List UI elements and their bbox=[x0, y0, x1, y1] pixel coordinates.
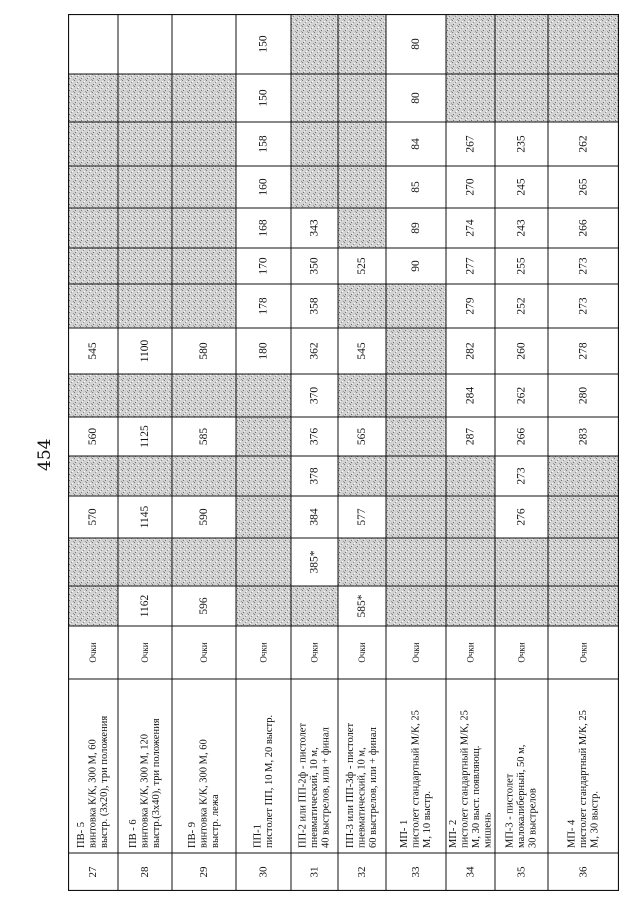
row-number: 33 bbox=[410, 866, 422, 878]
unit-label: Очки bbox=[578, 642, 589, 663]
score-value: 370 bbox=[308, 386, 321, 405]
score-value: 343 bbox=[308, 219, 321, 237]
shaded-cell bbox=[173, 375, 236, 417]
score-value: 525 bbox=[356, 257, 368, 275]
shaded-cell bbox=[339, 285, 386, 328]
shaded-cell bbox=[447, 75, 495, 122]
shaded-cell bbox=[447, 15, 495, 74]
description-line: ПП-2 или ПП-2ф - пистолет bbox=[297, 722, 309, 848]
description-line: выстр. лежа bbox=[210, 794, 221, 848]
description-line: 30 выстрелов bbox=[527, 788, 539, 848]
shaded-cell bbox=[549, 15, 619, 74]
score-value: 178 bbox=[257, 297, 270, 315]
description-line: М, 30 выстр. bbox=[589, 791, 601, 848]
shaded-cell bbox=[119, 539, 172, 586]
score-value: 260 bbox=[515, 342, 528, 360]
description-line: М, 30 выст. появляющ. bbox=[470, 745, 482, 848]
score-value: 85 bbox=[410, 181, 422, 193]
description-line: МП- 4 bbox=[566, 819, 578, 848]
score-value: 89 bbox=[410, 222, 422, 234]
shaded-cell bbox=[237, 497, 291, 538]
score-value: 273 bbox=[515, 467, 528, 485]
page-number: 454 bbox=[35, 438, 55, 471]
unit-label: Очки bbox=[88, 642, 98, 663]
description-line: МП-3 - пистолет bbox=[504, 773, 516, 848]
description-line: ПП-1 bbox=[252, 824, 264, 848]
unit-label: Очки bbox=[140, 642, 150, 663]
score-value: 350 bbox=[308, 257, 321, 275]
score-value: 596 bbox=[198, 597, 210, 615]
score-value: 274 bbox=[464, 219, 477, 237]
score-value: 282 bbox=[464, 342, 477, 360]
description-line: выстр.(3х40), три положения bbox=[151, 718, 162, 848]
shaded-cell bbox=[447, 457, 495, 496]
description-line: ПП-3 или ПП-3ф - пистолет bbox=[345, 722, 356, 848]
shaded-cell bbox=[173, 167, 236, 208]
shaded-cell bbox=[339, 167, 386, 208]
shaded-cell bbox=[119, 375, 172, 417]
shaded-cell bbox=[387, 329, 446, 374]
shaded-cell bbox=[237, 418, 291, 456]
score-value: 287 bbox=[464, 427, 477, 446]
score-value: 545 bbox=[87, 342, 99, 360]
shaded-cell bbox=[69, 285, 118, 328]
unit-label: Очки bbox=[309, 642, 320, 663]
score-value: 170 bbox=[257, 257, 270, 275]
unit-label: Очки bbox=[516, 642, 527, 663]
score-value: 150 bbox=[257, 35, 270, 53]
description-line: пневматический, 10 м, bbox=[356, 747, 368, 848]
score-value: 385* bbox=[308, 550, 321, 574]
shaded-cell bbox=[387, 418, 446, 456]
shaded-cell bbox=[69, 167, 118, 208]
description-line: пистолет стандартный М/К, 25 bbox=[578, 710, 589, 848]
score-value: 283 bbox=[577, 427, 590, 446]
unit-label: Очки bbox=[199, 642, 209, 663]
score-value: 270 bbox=[464, 178, 477, 196]
description-line: МП- 2 bbox=[447, 819, 459, 848]
score-value: 168 bbox=[257, 219, 270, 237]
description-line: ПВ- 9 bbox=[187, 822, 198, 848]
shaded-cell bbox=[173, 285, 236, 328]
shaded-cell bbox=[496, 539, 548, 586]
score-value: 585* bbox=[356, 594, 368, 618]
description-line: винтовка К/К, 300 М, 60 bbox=[198, 739, 210, 848]
description-line: выстр. (3х20), три положения bbox=[99, 715, 110, 848]
score-value: 1162 bbox=[139, 594, 151, 618]
shaded-cell bbox=[119, 209, 172, 248]
shaded-cell bbox=[69, 123, 118, 166]
row-number: 34 bbox=[464, 866, 477, 878]
shaded-cell bbox=[549, 497, 619, 538]
score-value: 266 bbox=[577, 219, 590, 237]
score-value: 280 bbox=[577, 386, 590, 405]
score-value: 90 bbox=[410, 260, 422, 272]
description-line: пистолет стандартный М/К, 25 bbox=[459, 710, 471, 848]
description-line: ПВ - 6 bbox=[128, 819, 139, 848]
description-line: М, 10 выстр. bbox=[422, 791, 433, 848]
shaded-cell bbox=[496, 587, 548, 626]
shaded-cell bbox=[339, 457, 386, 496]
shaded-cell bbox=[237, 375, 291, 417]
score-value: 245 bbox=[515, 178, 528, 196]
shaded-cell bbox=[173, 123, 236, 166]
shaded-cell bbox=[447, 587, 495, 626]
shaded-cell bbox=[387, 587, 446, 626]
shaded-cell bbox=[387, 457, 446, 496]
description-line: 60 выстрелов, или + финал bbox=[368, 727, 379, 848]
shaded-cell bbox=[496, 75, 548, 122]
shaded-cell bbox=[549, 457, 619, 496]
row-number: 30 bbox=[257, 866, 270, 878]
results-table bbox=[68, 14, 619, 891]
results-table-grid bbox=[68, 14, 619, 891]
score-value: 277 bbox=[464, 257, 477, 275]
score-value: 1125 bbox=[139, 425, 151, 448]
shaded-cell bbox=[447, 497, 495, 538]
row-number: 35 bbox=[515, 866, 528, 878]
shaded-cell bbox=[292, 587, 338, 626]
shaded-cell bbox=[292, 123, 338, 166]
shaded-cell bbox=[387, 539, 446, 586]
shaded-cell bbox=[549, 75, 619, 122]
row-number: 31 bbox=[308, 866, 321, 878]
row-number: 36 bbox=[577, 866, 590, 878]
shaded-cell bbox=[69, 539, 118, 586]
shaded-cell bbox=[69, 375, 118, 417]
score-value: 262 bbox=[515, 386, 528, 405]
shaded-cell bbox=[339, 539, 386, 586]
shaded-cell bbox=[496, 15, 548, 74]
unit-label: Очки bbox=[258, 642, 269, 663]
shaded-cell bbox=[173, 539, 236, 586]
shaded-cell bbox=[549, 587, 619, 626]
score-value: 265 bbox=[577, 178, 590, 196]
shaded-cell bbox=[237, 587, 291, 626]
score-value: 278 bbox=[577, 342, 590, 360]
shaded-cell bbox=[387, 497, 446, 538]
shaded-cell bbox=[173, 249, 236, 284]
shaded-cell bbox=[119, 285, 172, 328]
description-line: винтовка К/К, 300 М, 60 bbox=[87, 739, 99, 848]
score-value: 284 bbox=[464, 386, 477, 405]
score-value: 262 bbox=[577, 135, 590, 153]
unit-label: Очки bbox=[465, 642, 476, 663]
shaded-cell bbox=[173, 457, 236, 496]
shaded-cell bbox=[173, 209, 236, 248]
shaded-cell bbox=[292, 15, 338, 74]
shaded-cell bbox=[69, 457, 118, 496]
score-value: 565 bbox=[356, 427, 368, 446]
unit-label: Очки bbox=[357, 642, 367, 663]
score-value: 545 bbox=[356, 342, 368, 360]
description-line: винтовка К/К, 300 М, 120 bbox=[139, 734, 151, 848]
unit-label: Очки bbox=[411, 642, 421, 663]
description-line: малокалиберный, 50 м, bbox=[516, 744, 527, 848]
score-value: 84 bbox=[410, 138, 422, 150]
description-line: МП- 1 bbox=[399, 819, 410, 848]
score-value: 590 bbox=[198, 508, 210, 526]
score-value: 235 bbox=[515, 135, 528, 153]
score-value: 255 bbox=[515, 257, 528, 275]
score-value: 570 bbox=[87, 508, 99, 526]
score-value: 273 bbox=[577, 297, 590, 315]
score-value: 160 bbox=[257, 178, 270, 196]
score-value: 585 bbox=[198, 427, 210, 446]
score-value: 358 bbox=[308, 297, 321, 315]
shaded-cell bbox=[339, 15, 386, 74]
score-value: 80 bbox=[410, 92, 422, 104]
shaded-cell bbox=[237, 539, 291, 586]
shaded-cell bbox=[339, 209, 386, 248]
row-number: 27 bbox=[87, 866, 99, 878]
row-number: 32 bbox=[356, 866, 368, 878]
score-value: 158 bbox=[257, 135, 270, 153]
shaded-cell bbox=[119, 123, 172, 166]
score-value: 560 bbox=[87, 427, 99, 446]
score-value: 577 bbox=[356, 508, 368, 526]
score-value: 279 bbox=[464, 297, 477, 315]
description-line: мишень bbox=[482, 812, 494, 848]
shaded-cell bbox=[237, 457, 291, 496]
score-value: 1145 bbox=[139, 505, 151, 529]
description-line: пистолет ПП, 10 М, 20 выстр. bbox=[263, 714, 275, 848]
description-line: ПВ- 5 bbox=[76, 822, 87, 848]
shaded-cell bbox=[173, 75, 236, 122]
score-value: 243 bbox=[515, 219, 528, 237]
shaded-cell bbox=[339, 375, 386, 417]
score-value: 266 bbox=[515, 427, 528, 446]
score-value: 276 bbox=[515, 508, 528, 526]
shaded-cell bbox=[339, 75, 386, 122]
shaded-cell bbox=[119, 457, 172, 496]
score-value: 1100 bbox=[139, 339, 151, 363]
shaded-cell bbox=[69, 209, 118, 248]
score-value: 80 bbox=[410, 38, 422, 50]
score-value: 267 bbox=[464, 135, 477, 153]
score-value: 362 bbox=[308, 342, 321, 360]
shaded-cell bbox=[292, 75, 338, 122]
score-value: 150 bbox=[257, 89, 270, 107]
shaded-cell bbox=[69, 587, 118, 626]
score-value: 180 bbox=[257, 342, 270, 360]
shaded-cell bbox=[119, 167, 172, 208]
score-value: 378 bbox=[308, 467, 321, 485]
row-number: 28 bbox=[139, 866, 151, 878]
shaded-cell bbox=[339, 123, 386, 166]
description-line: 40 выстрелов, или + финал bbox=[320, 727, 332, 848]
row-number: 29 bbox=[198, 866, 210, 878]
description-line: пневматический, 10 м, bbox=[309, 747, 320, 848]
shaded-cell bbox=[447, 539, 495, 586]
description-line: пистолет стандартный М/К, 25 bbox=[410, 710, 422, 848]
shaded-cell bbox=[292, 167, 338, 208]
shaded-cell bbox=[387, 285, 446, 328]
score-value: 580 bbox=[198, 342, 210, 360]
shaded-cell bbox=[119, 75, 172, 122]
score-value: 252 bbox=[515, 297, 528, 315]
shaded-cell bbox=[119, 249, 172, 284]
score-value: 273 bbox=[577, 257, 590, 275]
score-value: 384 bbox=[308, 508, 321, 526]
score-value: 376 bbox=[308, 427, 321, 446]
shaded-cell bbox=[69, 75, 118, 122]
shaded-cell bbox=[549, 539, 619, 586]
shaded-cell bbox=[387, 375, 446, 417]
shaded-cell bbox=[69, 249, 118, 284]
